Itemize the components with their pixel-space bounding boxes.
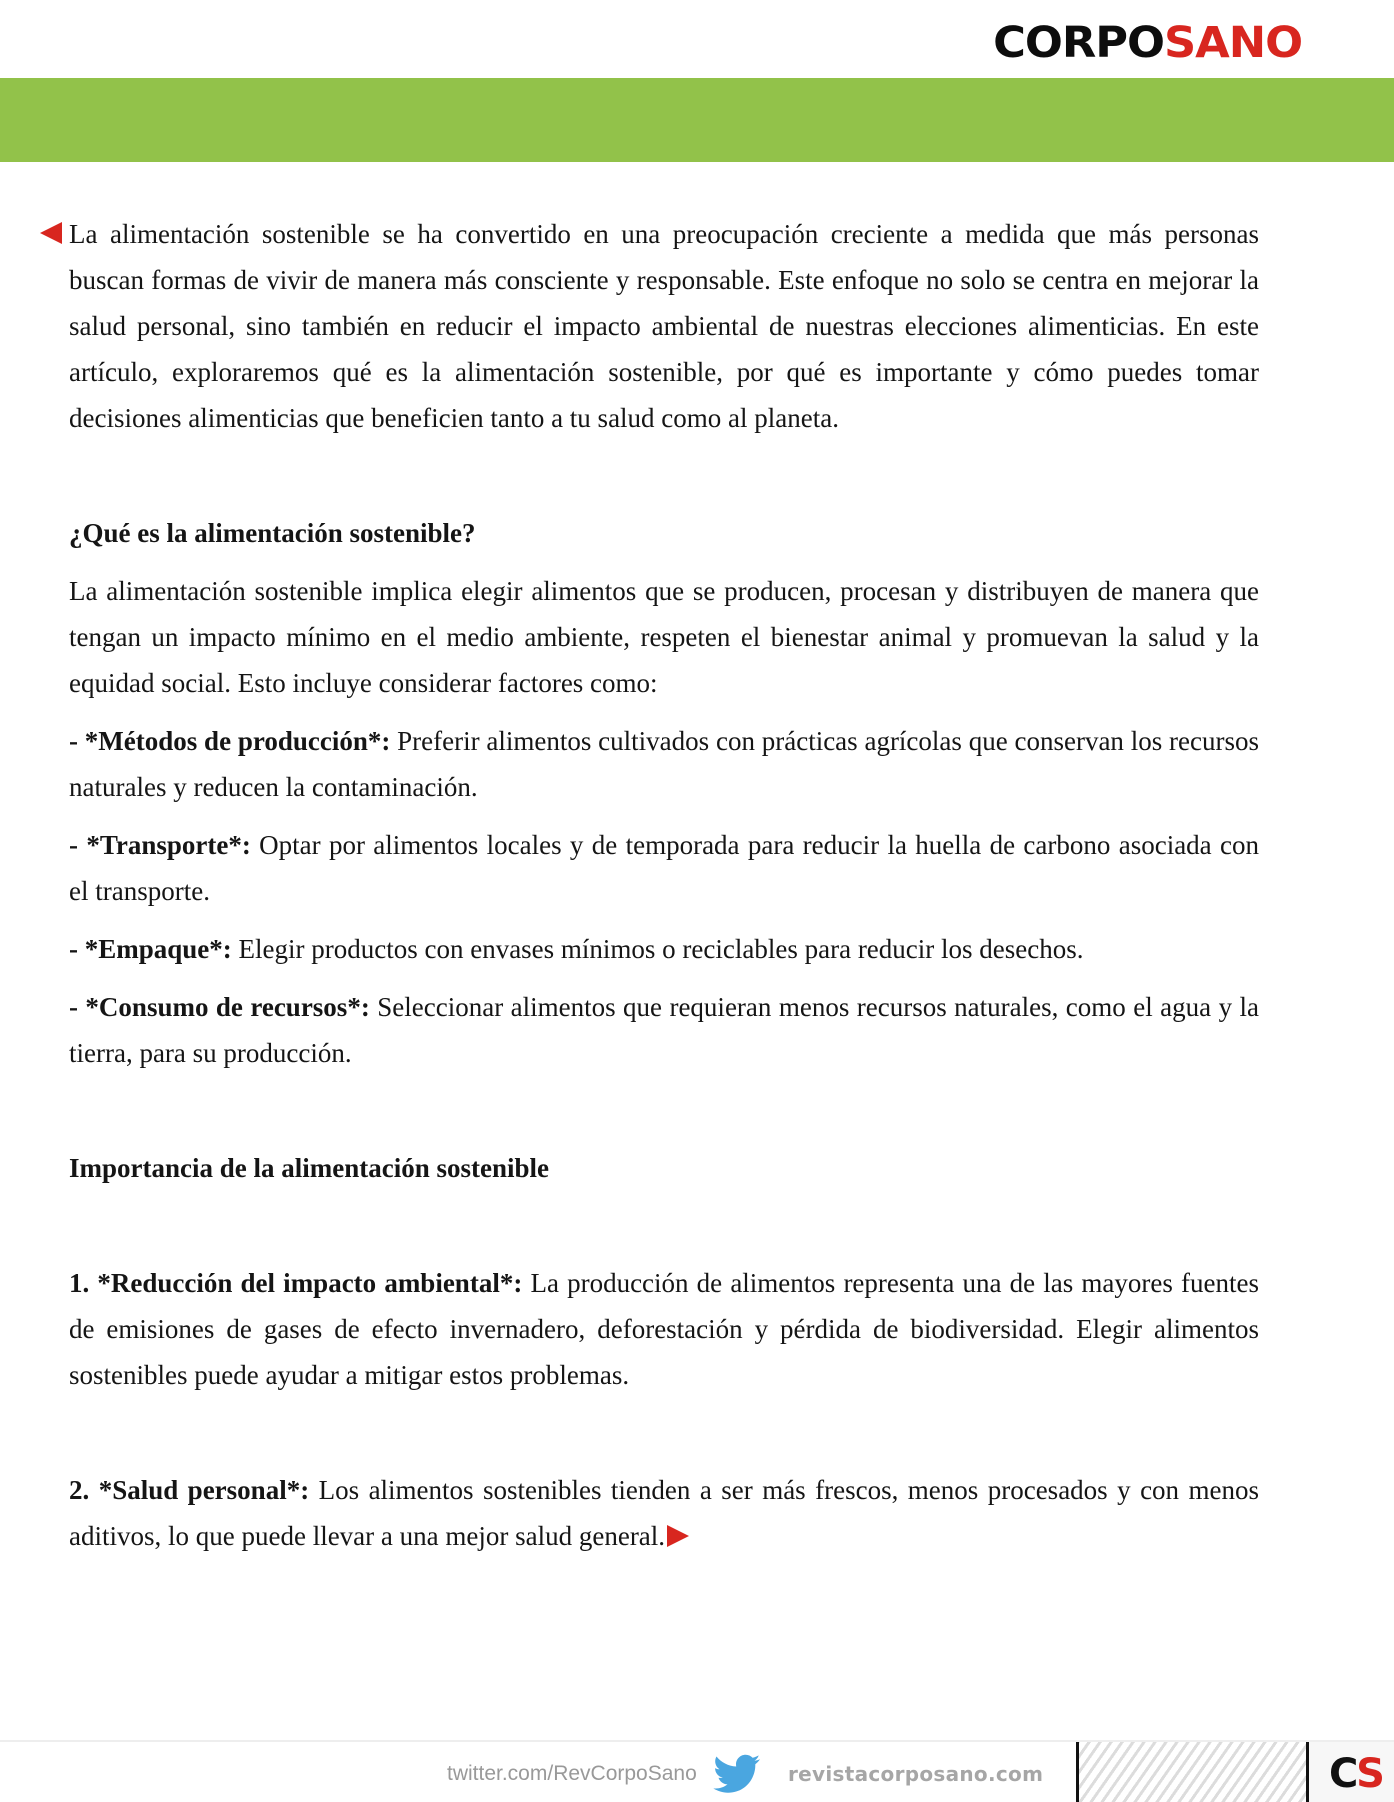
list-item-metodos <box>69 718 1259 810</box>
section-heading-que-es <box>69 510 1259 556</box>
brand-logo <box>993 18 1302 68</box>
page-footer <box>0 1740 1394 1802</box>
point-salud <box>69 1467 1259 1559</box>
list-item-text: Seleccionar alimentos que requieran menos recursos naturales, como el agua y la tierra, para su producción. <box>69 992 1259 1068</box>
footer-links <box>0 1742 1076 1802</box>
point-text: Los alimentos sostenibles tienden a ser más frescos, menos procesados y con menos aditivos, lo que puede llevar a una mejor salud general. <box>69 1475 1259 1551</box>
point-text: La producción de alimentos representa una de las mayores fuentes de emisiones de gases de efecto invernadero, deforestación y pérdida de biodiversidad. Elegir alimentos sostenibles puede ayudar a mitigar estos problemas. <box>69 1268 1259 1390</box>
list-item-text: Optar por alimentos locales y de temporada para reducir la huella de carbono asociada con el transporte. <box>69 830 1259 906</box>
section-heading-importancia <box>69 1145 1259 1191</box>
header-band <box>0 78 1394 162</box>
intro-paragraph: La alimentación sostenible se ha convertido en una preocupación creciente a medida que más personas buscan formas de vivir de manera más consciente y responsable. Este enfoque no solo se centra en mejorar la salud personal, sino también en reducir el impacto ambiental de nuestras elecciones alimenticias. En este artículo, exploraremos qué es la alimentación sostenible, por qué es importante y cómo puedes tomar decisiones alimenticias que beneficien tanto a tu salud como al planeta. <box>69 219 1259 433</box>
list-item-empaque <box>69 926 1259 972</box>
list-item-consumo <box>69 984 1259 1076</box>
section-heading-text: Importancia de la alimentación sostenible <box>69 1153 549 1183</box>
list-item-label: - *Métodos de producción*: <box>69 726 391 756</box>
list-item-text: Elegir productos con envases mínimos o reciclables para reducir los desechos. <box>231 934 1084 964</box>
logo-corpo: CORPO <box>993 18 1164 68</box>
logo-sano: SANO <box>1163 18 1302 68</box>
point-label: 2. *Salud personal*: <box>69 1475 310 1505</box>
list-item-label: - *Consumo de recursos*: <box>69 992 370 1022</box>
cs-logo-icon: CS <box>1329 1751 1382 1797</box>
article-start-arrow-icon <box>40 222 62 244</box>
section1-paragraph: La alimentación sostenible implica elegir alimentos que se producen, procesan y distribuyen de manera que tengan un impacto mínimo en el medio ambiente, respeten el bienestar animal y promuevan la salud y la equidad social. Esto incluye considerar factores como: <box>69 576 1259 698</box>
footer-stripe-panel <box>1076 1742 1309 1802</box>
twitter-bird-icon[interactable] <box>713 1754 761 1794</box>
point-label: 1. *Reducción del impacto ambiental*: <box>69 1268 523 1298</box>
point-reduccion <box>69 1260 1259 1398</box>
article-body <box>69 211 1259 1559</box>
list-item-label: - *Empaque*: <box>69 934 232 964</box>
footer-badge <box>1306 1742 1394 1802</box>
twitter-link[interactable]: twitter.com/RevCorpoSano <box>447 1762 697 1785</box>
list-item-transporte <box>69 822 1259 914</box>
article-end-arrow-icon <box>667 1525 689 1547</box>
section-heading-text: ¿Qué es la alimentación sostenible? <box>69 518 476 548</box>
website-link[interactable]: revistacorposano.com <box>788 1762 1044 1786</box>
list-item-label: - *Transporte*: <box>69 830 251 860</box>
list-item-text: Preferir alimentos cultivados con prácticas agrícolas que conservan los recursos naturales y reducen la contaminación. <box>69 726 1259 802</box>
